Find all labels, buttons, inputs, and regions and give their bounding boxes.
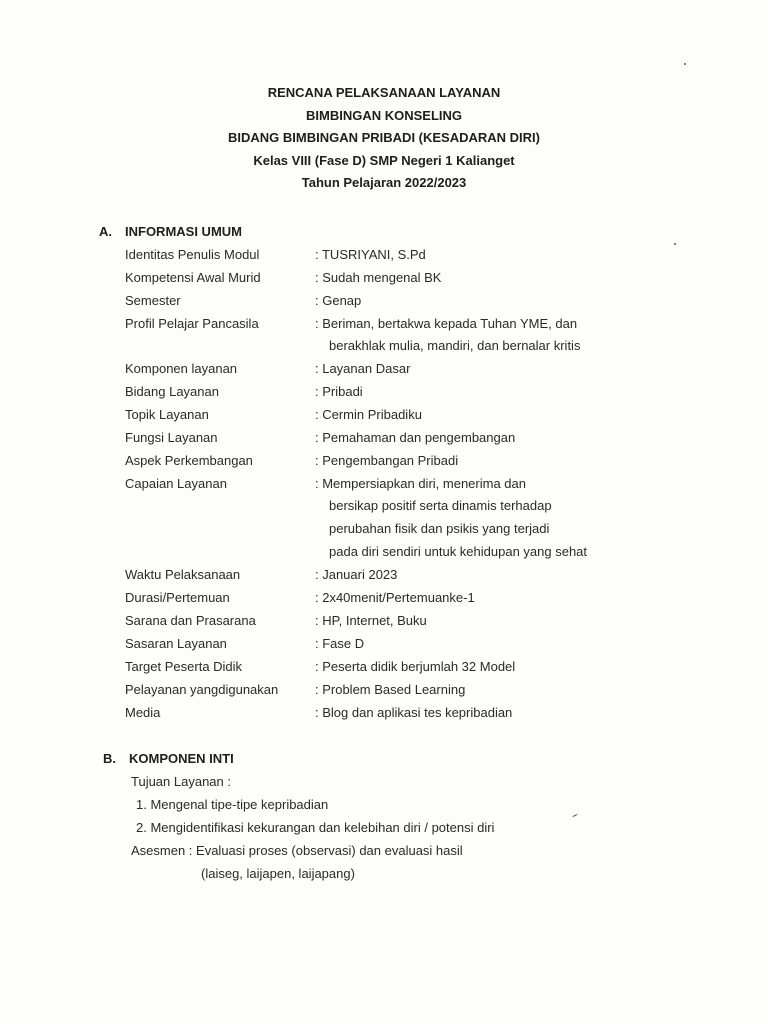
- scan-speck: [572, 814, 578, 817]
- scan-speck: [674, 243, 676, 245]
- info-value: : 2x40menit/Pertemuanke-1: [315, 590, 475, 605]
- info-value: : Layanan Dasar: [315, 361, 411, 376]
- info-label: Topik Layanan: [125, 407, 209, 422]
- info-label: Bidang Layanan: [125, 384, 219, 399]
- info-value: : HP, Internet, Buku: [315, 613, 427, 628]
- info-label: Sarana dan Prasarana: [125, 613, 256, 628]
- info-value: : Pribadi: [315, 384, 363, 399]
- section-b-letter: B.: [103, 751, 116, 766]
- info-value: : Cermin Pribadiku: [315, 407, 422, 422]
- document-title: [0, 82, 768, 195]
- info-label: Sasaran Layanan: [125, 636, 227, 651]
- tujuan-item: 1. Mengenal tipe-tipe kepribadian: [136, 797, 329, 812]
- info-value: : Sudah mengenal BK: [315, 270, 442, 285]
- section-a-title: INFORMASI UMUM: [125, 224, 242, 239]
- info-value: : Pengembangan Pribadi: [315, 453, 459, 468]
- info-value: : Problem Based Learning: [315, 682, 466, 697]
- section-b-title: KOMPONEN INTI: [129, 751, 234, 766]
- info-label: Identitas Penulis Modul: [125, 247, 260, 262]
- info-label: Komponen layanan: [125, 361, 238, 376]
- info-label: Durasi/Pertemuan: [125, 590, 230, 605]
- info-value: : Mempersiapkan diri, menerima dan: [315, 476, 526, 491]
- info-label: Fungsi Layanan: [125, 430, 218, 445]
- title-line-1: RENCANA PELAKSANAAN LAYANAN: [267, 85, 501, 100]
- info-value: : Beriman, bertakwa kepada Tuhan YME, dan: [315, 316, 578, 331]
- title-line-3: BIDANG BIMBINGAN PRIBADI (KESADARAN DIRI): [228, 130, 540, 145]
- info-value-continuation: bersikap positif serta dinamis terhadap: [329, 498, 552, 513]
- title-line-4: Kelas VIII (Fase D) SMP Negeri 1 Kalianget: [253, 152, 515, 168]
- info-label: Target Peserta Didik: [125, 659, 243, 674]
- info-value: : TUSRIYANI, S.Pd: [315, 247, 426, 262]
- asesmen-line: Asesmen : Evaluasi proses (observasi) dan evaluasi hasil: [131, 843, 463, 858]
- info-value-continuation: pada diri sendiri untuk kehidupan yang sehat: [329, 544, 588, 559]
- tujuan-item: 2. Mengidentifikasi kekurangan dan kelebihan diri / potensi diri: [136, 820, 495, 835]
- info-label: Aspek Perkembangan: [125, 453, 253, 468]
- info-label: Capaian Layanan: [125, 476, 227, 491]
- info-value: : Fase D: [315, 636, 365, 651]
- title-line-2: BIMBINGAN KONSELING: [306, 107, 462, 123]
- info-value: : Peserta didik berjumlah 32 Model: [315, 659, 516, 674]
- info-value-continuation: perubahan fisik dan psikis yang terjadi: [329, 521, 550, 536]
- info-label: Profil Pelajar Pancasila: [125, 316, 259, 331]
- tujuan-label: Tujuan Layanan :: [131, 774, 231, 789]
- scan-speck: [684, 63, 686, 65]
- info-label: Media: [125, 705, 161, 720]
- info-label: Semester: [125, 293, 181, 308]
- section-b-heading: [103, 751, 234, 766]
- info-value: : Blog dan aplikasi tes kepribadian: [315, 705, 513, 720]
- info-label: Pelayanan yangdigunakan: [125, 682, 279, 697]
- info-value-continuation: berakhlak mulia, mandiri, dan bernalar kritis: [329, 338, 581, 353]
- info-value: : Januari 2023: [315, 567, 398, 582]
- title-line-5: Tahun Pelajaran 2022/2023: [301, 175, 467, 190]
- info-label: Kompetensi Awal Murid: [125, 270, 261, 285]
- section-a-letter: A.: [99, 224, 112, 239]
- asesmen-continuation: (laiseg, laijapen, laijapang): [201, 866, 355, 881]
- info-value: : Pemahaman dan pengembangan: [315, 430, 516, 445]
- info-value: : Genap: [315, 293, 362, 308]
- section-a-heading: [99, 224, 242, 239]
- info-label: Waktu Pelaksanaan: [125, 567, 241, 582]
